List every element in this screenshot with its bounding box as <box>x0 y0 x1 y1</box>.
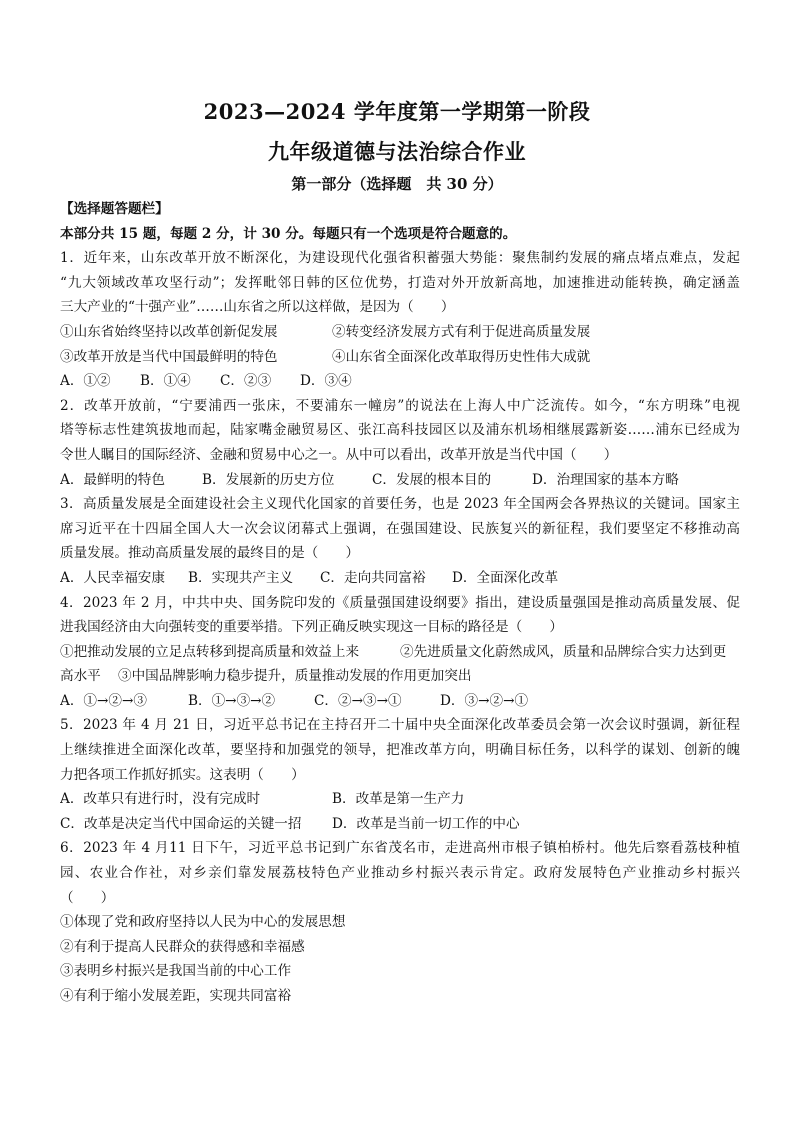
q4-statement-1: ①把推动发展的立足点转移到提高质量和效益上来 <box>60 643 360 660</box>
q4-option-a[interactable]: A．①→②→③ <box>60 692 147 709</box>
q4-stem-line: 进我国经济由大向强转变的重要举措。下列正确反映实现这一目标的路径是（ ） <box>60 619 563 636</box>
q2-stem-line: 塔等标志性建筑拔地而起，陆家嘴金融贸易区、张江高科技园区以及浦东机场相继展露新姿……浦东已经成为 <box>60 422 740 439</box>
q2-options-row <box>60 468 740 493</box>
q1-option-a[interactable]: A．①② <box>60 373 111 390</box>
q1-options-row <box>60 369 740 394</box>
q5-stem-line: 5．2023 年 4 月 21 日，习近平总书记在主持召开二十届中央全面深化改革委员会第一次会议时强调，新征程 <box>60 717 740 734</box>
q6-statement-3: ③表明乡村振兴是我国当前的中心工作 <box>60 963 292 980</box>
q6-stem-line: 园、农业合作社，对乡亲们靠发展荔枝特色产业推动乡村振兴表示肯定。政府发展特色产业推动乡村振兴 <box>60 865 740 882</box>
q5-option-d[interactable]: D．改革是当前一切工作的中心 <box>332 815 520 832</box>
q1-option-c[interactable]: C．②③ <box>220 373 272 390</box>
q6-stem-line: 6．2023 年 4 月11 日下午，习近平总书记到广东省茂名市，走进高州市根子镇柏桥村。他先后察看荔枝种植 <box>60 840 740 857</box>
q5-stem-line: 力把各项工作抓好抓实。这表明（ ） <box>60 766 305 783</box>
q4-option-d[interactable]: D．③→②→① <box>440 692 529 709</box>
q5-options-row <box>60 812 740 837</box>
q2-option-c[interactable]: C．发展的根本目的 <box>372 471 492 488</box>
q4-option-c[interactable]: C．②→③→① <box>314 692 402 709</box>
q2-option-b[interactable]: B．发展新的历史方位 <box>202 471 335 488</box>
q3-option-b[interactable]: B．实现共产主义 <box>188 569 294 586</box>
q3-stem-line: 席习近平在十四届全国人大一次会议闭幕式上强调，在强国建设、民族复兴的新征程，我们要坚定不移推动高 <box>60 520 740 537</box>
q1-stem-line: 三大产业的“十强产业”……山东省之所以这样做，是因为（ ） <box>60 299 455 316</box>
q2-stem-line: 2．改革开放前，“宁要浦西一张床，不要浦东一幢房”的说法在上海人中广泛流传。如今，“东方明珠”电视 <box>60 397 740 414</box>
q5-options-row <box>60 787 740 812</box>
q1-option-b[interactable]: B．①④ <box>140 373 191 390</box>
q4-statement-2-cont: 高水平 <box>60 668 101 685</box>
q1-statement-2: ②转变经济发展方式有利于促进高质量发展 <box>332 323 591 340</box>
exam-subtitle: 九年级道德与法治综合作业 <box>268 139 526 164</box>
q5-stem-line: 上继续推进全面深化改革，要坚持和加强党的领导，把准改革方向，明确目标任务，以科学的谋划、创新的魄 <box>60 742 740 759</box>
q2-stem-line: 令世人瞩目的国际经济、金融和贸易中心之一。从中可以看出，改革开放是当代中国（ ） <box>60 446 618 463</box>
question-content <box>60 197 740 1009</box>
q3-option-d[interactable]: D．全面深化改革 <box>452 569 559 586</box>
answer-section-heading: 【选择题答题栏】 <box>60 201 169 217</box>
q4-statement-2: ②先进质量文化蔚然成风，质量和品牌综合实力达到更 <box>400 643 727 660</box>
q3-option-a[interactable]: A．人民幸福安康 <box>60 569 165 586</box>
part-heading: 第一部分（选择题 共 30 分） <box>291 175 503 193</box>
q5-option-b[interactable]: B．改革是第一生产力 <box>332 791 465 808</box>
q4-option-b[interactable]: B．①→③→② <box>188 692 276 709</box>
q6-statement-1: ①体现了党和政府坚持以人民为中心的发展思想 <box>60 914 346 931</box>
q4-statements-row <box>60 664 740 689</box>
q5-option-a[interactable]: A．改革只有进行时，没有完成时 <box>60 791 261 808</box>
q1-statements-row <box>60 345 740 370</box>
q6-statement-4: ④有利于缩小发展差距，实现共同富裕 <box>60 988 292 1004</box>
q4-stem-line: 4．2023 年 2 月，中共中央、国务院印发的《质量强国建设纲要》指出，建设质量强国是推动高质量发展、促 <box>60 594 740 611</box>
q1-stem-line: 1．近年来，山东改革开放不断深化，为建设现代化强省积蓄强大势能：聚焦制约发展的痛点堵点难点，发起 <box>60 250 740 267</box>
q4-statements-row <box>60 640 740 665</box>
q1-statement-1: ①山东省始终坚持以改革创新促发展 <box>60 323 278 340</box>
q4-options-row <box>60 689 740 714</box>
q2-option-d[interactable]: D．治理国家的基本方略 <box>532 471 679 488</box>
q3-stem-line: 3．高质量发展是全面建设社会主义现代化国家的首要任务，也是 2023 年全国两会各界热议的关键词。国家主 <box>60 496 740 513</box>
q1-statement-3: ③改革开放是当代中国最鲜明的特色 <box>60 348 278 365</box>
exam-title: 2023—2024 学年度第一学期第一阶段 <box>203 99 591 124</box>
q3-options-row <box>60 566 740 591</box>
q6-statement-2: ②有利于提高人民群众的获得感和幸福感 <box>60 938 305 955</box>
q1-statements-row <box>60 320 740 345</box>
q6-stem-line: （ ） <box>60 889 115 906</box>
q1-statement-4: ④山东省全面深化改革取得历史性伟大成就 <box>332 348 591 365</box>
q3-stem-line: 质量发展。推动高质量发展的最终目的是（ ） <box>60 545 360 562</box>
section-instruction: 本部分共 15 题，每题 2 分，计 30 分。每题只有一个选项是符合题意的。 <box>60 225 517 242</box>
q4-statement-3: ③中国品牌影响力稳步提升，质量推动发展的作用更加突出 <box>118 668 472 685</box>
q1-option-d[interactable]: D．③④ <box>300 373 352 390</box>
q3-option-c[interactable]: C．走向共同富裕 <box>320 569 426 586</box>
q5-option-c[interactable]: C．改革是决定当代中国命运的关键一招 <box>60 815 302 832</box>
q1-stem-line: “九大领域改革攻坚行动”；发挥毗邻日韩的区位优势，打造对外开放新高地，加速推进动能转换，确定涵盖 <box>60 274 740 291</box>
q2-option-a[interactable]: A．最鲜明的特色 <box>60 471 165 488</box>
